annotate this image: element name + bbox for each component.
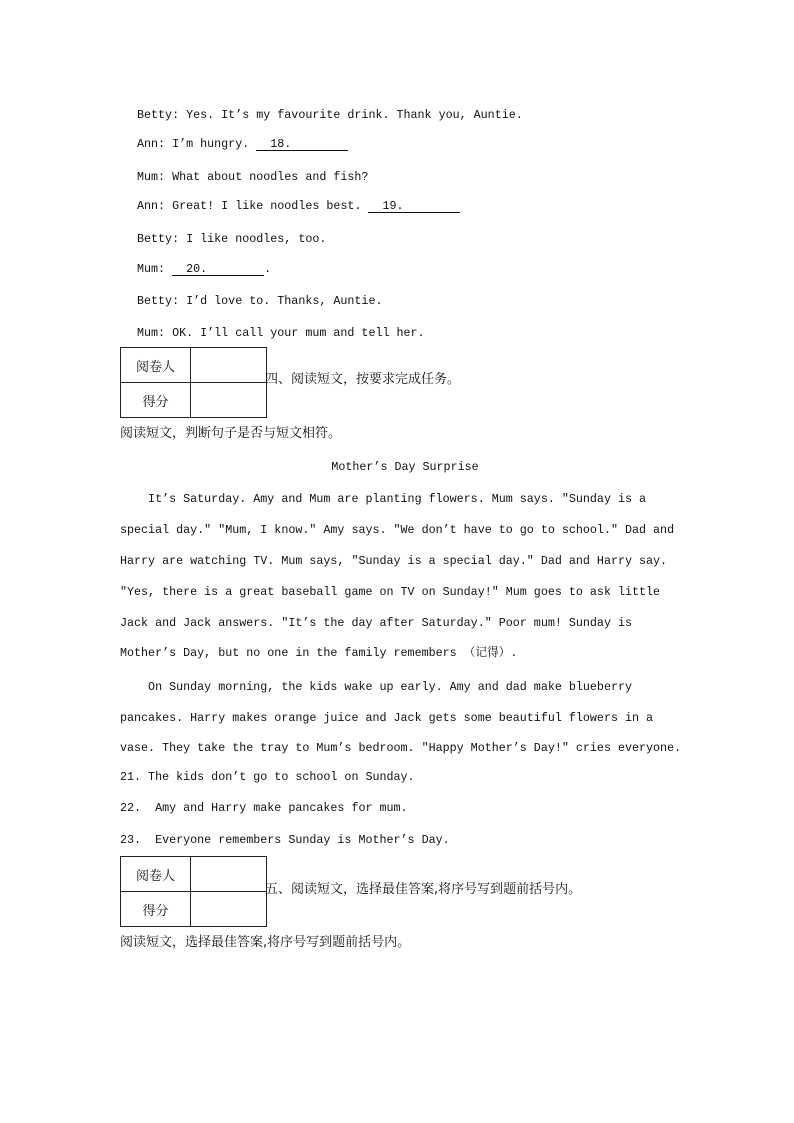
passage-line: ″Yes, there is a great baseball game on TV on Sunday!″ Mum goes to ask little [120, 585, 661, 599]
score-label: 得分 [121, 383, 191, 418]
dialogue-line [137, 262, 271, 276]
passage-line: special day.″ ″Mum, I know.″ Amy says. ″We don’t have to go to school.″ Dad and [120, 523, 675, 537]
dialogue-line [137, 199, 460, 213]
question-22: 22. Amy and Harry make pancakes for mum. [120, 801, 408, 815]
section-heading: 四、阅读短文，按要求完成任务。 [265, 372, 461, 387]
dialogue-line: Mum: OK. I’ll call your mum and tell her. [137, 326, 425, 340]
dialogue-line: Betty: Yes. It’s my favourite drink. Thank you, Auntie. [137, 108, 523, 122]
dialogue-line: Betty: I’d love to. Thanks, Auntie. [137, 294, 383, 308]
passage-line: Jack and Jack answers. ″It’s the day after Saturday.″ Poor mum! Sunday is [120, 616, 632, 630]
passage-line: On Sunday morning, the kids wake up early. Amy and dad make blueberry [120, 680, 632, 694]
section-heading: 五、阅读短文，选择最佳答案,将序号写到题前括号内。 [265, 882, 582, 897]
instruction: 阅读短文，选择最佳答案,将序号写到题前括号内。 [120, 935, 411, 950]
dialogue-line: Betty: I like noodles, too. [137, 232, 327, 246]
passage-line: Mother’s Day, but no one in the family remembers （记得）. [120, 646, 518, 660]
passage-line: pancakes. Harry makes orange juice and Jack gets some beautiful flowers in a [120, 711, 654, 725]
score-label: 得分 [121, 892, 191, 927]
line-text: Ann: Great! I like noodles best. [137, 199, 369, 213]
line-text: Ann: I’m hungry. [137, 137, 257, 151]
reviewer-cell[interactable] [191, 857, 267, 892]
passage-title: Mother’s Day Surprise [331, 460, 479, 474]
score-table [120, 347, 267, 418]
question-21: 21. The kids don’t go to school on Sunday. [120, 770, 415, 784]
line-text: . [264, 262, 272, 276]
reviewer-label: 阅卷人 [121, 348, 191, 383]
reviewer-cell[interactable] [191, 348, 267, 383]
passage-line: vase. They take the tray to Mum’s bedroom. ″Happy Mother’s Day!″ cries everyone. [120, 741, 682, 755]
dialogue-line: Mum: What about noodles and fish? [137, 170, 369, 184]
answer-blank-19[interactable]: 19. [368, 200, 460, 213]
line-text: Mum: [137, 262, 173, 276]
reviewer-label: 阅卷人 [121, 857, 191, 892]
dialogue-line [137, 137, 348, 151]
score-table [120, 856, 267, 927]
answer-blank-18[interactable]: 18. [256, 138, 348, 151]
score-cell[interactable] [191, 892, 267, 927]
question-23: 23. Everyone remembers Sunday is Mother’s Day. [120, 833, 450, 847]
score-cell[interactable] [191, 383, 267, 418]
passage-line: Harry are watching TV. Mum says, ″Sunday is a special day.″ Dad and Harry say. [120, 554, 668, 568]
passage-line: It’s Saturday. Amy and Mum are planting flowers. Mum says. ″Sunday is a [120, 492, 647, 506]
instruction: 阅读短文，判断句子是否与短文相符。 [120, 426, 342, 441]
answer-blank-20[interactable]: 20. [172, 263, 264, 276]
